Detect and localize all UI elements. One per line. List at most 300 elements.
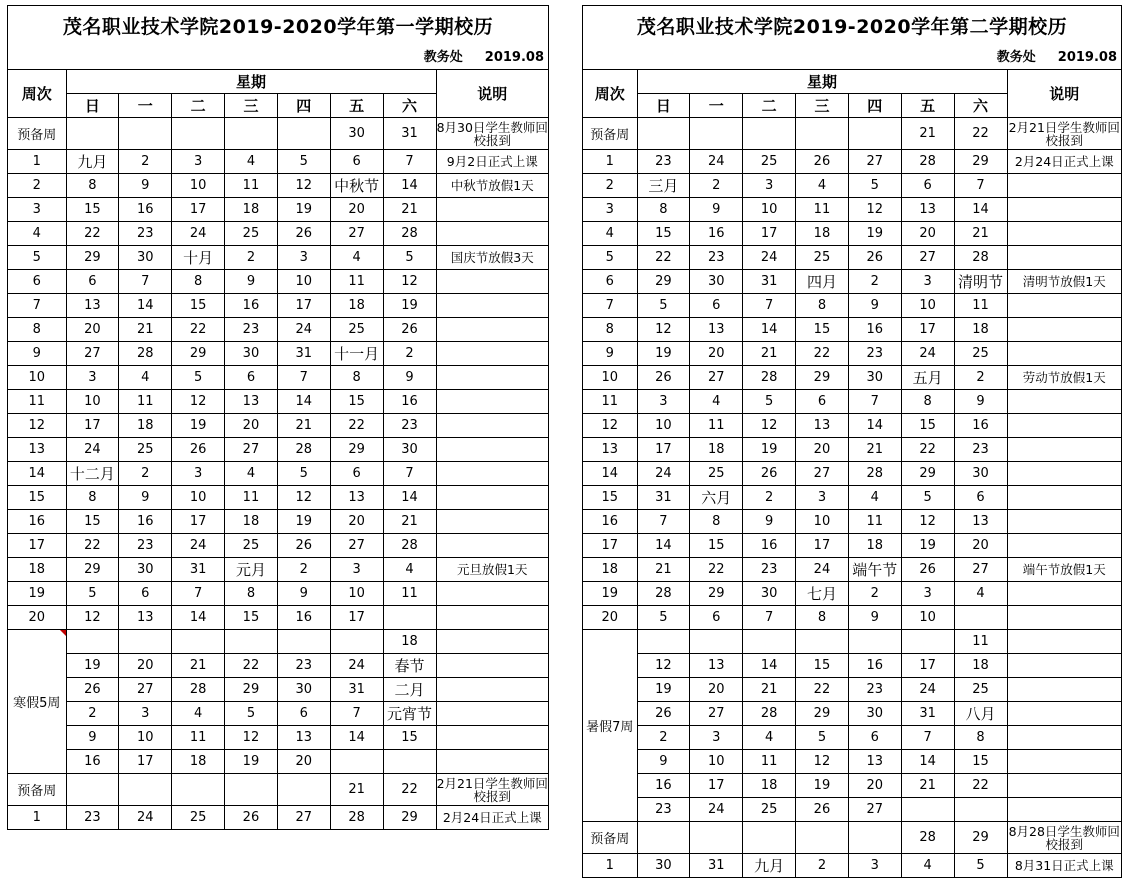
day-cell: 23	[690, 246, 743, 270]
day-cell: 19	[66, 654, 119, 678]
note-cell: 元旦放假1天	[436, 558, 548, 582]
day-cell: 27	[690, 702, 743, 726]
day-cell: 20	[66, 318, 119, 342]
day-cell: 12	[383, 270, 436, 294]
day-cell: 17	[743, 222, 796, 246]
day-cell: 3	[743, 174, 796, 198]
table-row	[583, 294, 1121, 318]
day-cell	[383, 606, 436, 630]
semester2-calendar	[582, 5, 1122, 878]
day-cell: 18	[954, 654, 1007, 678]
note-cell	[436, 606, 548, 630]
week-number: 20	[583, 606, 637, 630]
week-number: 11	[8, 390, 66, 414]
day-cell: 19	[277, 198, 330, 222]
day-cell: 23	[637, 798, 690, 822]
day-cell: 2	[743, 486, 796, 510]
day-cell: 29	[172, 342, 225, 366]
week-number: 15	[8, 486, 66, 510]
note-cell	[1007, 174, 1121, 198]
day-cell: 8	[796, 294, 849, 318]
day-cell: 13	[277, 726, 330, 750]
day-cell: 22	[796, 342, 849, 366]
day-cell: 10	[637, 414, 690, 438]
day-cell: 23	[743, 558, 796, 582]
day-cell: 31	[743, 270, 796, 294]
note-cell: 2月21日学生教师回校报到	[1008, 119, 1120, 148]
table-row	[8, 342, 548, 366]
note-cell	[436, 198, 548, 222]
day-cell: 15	[66, 510, 119, 534]
day-cell: 8	[225, 582, 278, 606]
note-cell	[436, 486, 548, 510]
vacation-row	[8, 750, 548, 774]
day-cell: 28	[743, 702, 796, 726]
day-cell: 6	[330, 462, 383, 486]
note-cell	[436, 270, 548, 294]
day-cell: 21	[743, 342, 796, 366]
day-cell: 7	[743, 294, 796, 318]
weekday-header: 三	[796, 94, 849, 118]
day-cell: 12	[796, 750, 849, 774]
note-cell	[436, 462, 548, 486]
vacation-row	[583, 726, 1121, 750]
week-number: 13	[583, 438, 637, 462]
day-cell	[277, 118, 330, 150]
comment-marker-icon	[60, 630, 66, 636]
day-cell: 26	[848, 246, 901, 270]
table-row	[583, 606, 1121, 630]
day-cell: 3	[172, 150, 225, 174]
day-cell	[637, 630, 690, 654]
note-cell	[1007, 342, 1121, 366]
table-row	[583, 270, 1121, 294]
day-cell: 14	[743, 318, 796, 342]
day-cell: 29	[225, 678, 278, 702]
note-cell	[1007, 486, 1121, 510]
day-cell: 20	[690, 678, 743, 702]
page-title: 茂名职业技术学院2019-2020学年第二学期校历	[636, 16, 1068, 38]
day-cell: 15	[225, 606, 278, 630]
day-cell: 29	[330, 438, 383, 462]
day-cell: 11	[954, 294, 1007, 318]
week-number: 18	[8, 558, 66, 582]
note-cell	[1007, 198, 1121, 222]
day-cell: 4	[743, 726, 796, 750]
week-number: 预备周	[583, 822, 637, 854]
day-cell: 16	[119, 198, 172, 222]
issuer-line	[8, 46, 548, 70]
day-cell: 5	[172, 366, 225, 390]
weekday-header: 四	[277, 94, 330, 118]
day-cell: 27	[66, 342, 119, 366]
day-cell: 18	[796, 222, 849, 246]
table-row	[8, 534, 548, 558]
day-cell: 30	[848, 366, 901, 390]
day-cell	[848, 822, 901, 854]
table-row	[583, 246, 1121, 270]
note-cell: 9月2日正式上课	[436, 150, 548, 174]
note-cell	[1007, 246, 1121, 270]
day-cell: 21	[383, 198, 436, 222]
table-row	[8, 174, 548, 198]
day-cell	[225, 630, 278, 654]
day-cell: 23	[119, 222, 172, 246]
note-cell	[1007, 774, 1121, 798]
day-cell: 3	[848, 854, 901, 878]
day-cell	[119, 630, 172, 654]
table-row	[8, 198, 548, 222]
day-cell: 9	[119, 486, 172, 510]
week-number: 9	[583, 342, 637, 366]
note-cell: 8月28日学生教师回校报到	[1008, 823, 1120, 852]
weekday-header: 六	[383, 94, 436, 118]
table-row	[8, 390, 548, 414]
day-cell: 21	[119, 318, 172, 342]
day-cell: 28	[954, 246, 1007, 270]
day-cell: 21	[901, 774, 954, 798]
day-cell: 17	[901, 654, 954, 678]
table-row	[8, 486, 548, 510]
day-cell: 21	[848, 438, 901, 462]
note-cell: 8月30日学生教师回校报到	[436, 119, 548, 148]
day-cell: 十月	[172, 246, 225, 270]
day-cell: 30	[690, 270, 743, 294]
day-cell: 18	[690, 438, 743, 462]
day-cell: 26	[796, 798, 849, 822]
day-cell: 25	[330, 318, 383, 342]
day-cell: 21	[330, 774, 383, 806]
day-cell: 13	[119, 606, 172, 630]
day-cell: 23	[848, 342, 901, 366]
day-cell: 24	[796, 558, 849, 582]
day-cell: 10	[690, 750, 743, 774]
day-cell: 12	[637, 654, 690, 678]
day-cell: 16	[954, 414, 1007, 438]
note-cell: 2月21日学生教师回校报到	[436, 775, 548, 804]
day-cell: 13	[690, 318, 743, 342]
day-cell: 22	[954, 118, 1007, 150]
day-cell: 11	[383, 582, 436, 606]
day-cell	[225, 118, 278, 150]
table-row	[583, 198, 1121, 222]
day-cell: 3	[119, 702, 172, 726]
day-cell	[383, 750, 436, 774]
day-cell: 29	[66, 246, 119, 270]
day-cell: 25	[954, 678, 1007, 702]
day-cell: 3	[796, 486, 849, 510]
day-cell: 30	[743, 582, 796, 606]
day-cell: 27	[277, 806, 330, 830]
day-cell: 22	[954, 774, 1007, 798]
day-cell: 8	[690, 510, 743, 534]
week-number: 4	[583, 222, 637, 246]
day-cell: 20	[901, 222, 954, 246]
day-cell	[954, 798, 1007, 822]
table-row	[583, 822, 1121, 854]
day-cell: 6	[901, 174, 954, 198]
table-row	[583, 510, 1121, 534]
note-cell	[436, 702, 548, 726]
day-cell: 8	[66, 486, 119, 510]
day-cell	[796, 822, 849, 854]
day-cell: 22	[901, 438, 954, 462]
office-label: 教务处	[423, 50, 463, 65]
day-cell	[796, 630, 849, 654]
calendar-table	[583, 70, 1121, 877]
note-cell	[436, 510, 548, 534]
week-number: 9	[8, 342, 66, 366]
day-cell: 21	[637, 558, 690, 582]
day-cell	[330, 630, 383, 654]
day-cell: 25	[954, 342, 1007, 366]
day-cell: 13	[954, 510, 1007, 534]
day-cell: 26	[172, 438, 225, 462]
vacation-row	[583, 702, 1121, 726]
weekday-header: 三	[225, 94, 278, 118]
day-cell: 28	[901, 822, 954, 854]
day-cell: 5	[848, 174, 901, 198]
day-cell: 26	[277, 534, 330, 558]
day-cell: 4	[225, 150, 278, 174]
day-cell: 27	[901, 246, 954, 270]
day-cell: 28	[277, 438, 330, 462]
day-cell	[848, 118, 901, 150]
day-cell: 14	[330, 726, 383, 750]
day-cell	[66, 630, 119, 654]
day-cell: 18	[330, 294, 383, 318]
weekday-group-header: 星期	[66, 70, 436, 94]
day-cell: 29	[796, 702, 849, 726]
day-cell: 十二月	[66, 462, 119, 486]
week-number: 8	[8, 318, 66, 342]
weekday-header: 二	[743, 94, 796, 118]
day-cell: 9	[383, 366, 436, 390]
day-cell: 2	[119, 462, 172, 486]
day-cell: 29	[901, 462, 954, 486]
vacation-row	[8, 654, 548, 678]
day-cell: 20	[225, 414, 278, 438]
table-row	[8, 118, 548, 150]
day-cell: 12	[637, 318, 690, 342]
day-cell: 31	[383, 118, 436, 150]
day-cell: 26	[225, 806, 278, 830]
day-cell: 30	[330, 118, 383, 150]
day-cell	[277, 774, 330, 806]
calendar-table	[8, 70, 548, 829]
day-cell: 清明节	[954, 270, 1007, 294]
day-cell: 16	[690, 222, 743, 246]
table-row	[8, 246, 548, 270]
day-cell: 28	[119, 342, 172, 366]
table-row	[583, 342, 1121, 366]
day-cell: 13	[66, 294, 119, 318]
day-cell: 元宵节	[383, 702, 436, 726]
day-cell: 5	[66, 582, 119, 606]
day-cell: 6	[330, 150, 383, 174]
day-cell: 二月	[383, 678, 436, 702]
day-cell: 22	[172, 318, 225, 342]
day-cell: 11	[225, 486, 278, 510]
note-cell	[436, 630, 548, 654]
day-cell: 26	[66, 678, 119, 702]
day-cell: 9	[637, 750, 690, 774]
week-number: 10	[8, 366, 66, 390]
day-cell: 16	[277, 606, 330, 630]
day-cell: 25	[743, 798, 796, 822]
day-cell: 22	[690, 558, 743, 582]
day-cell: 21	[954, 222, 1007, 246]
day-cell	[954, 606, 1007, 630]
table-row	[8, 462, 548, 486]
day-cell: 6	[690, 606, 743, 630]
day-cell: 12	[743, 414, 796, 438]
week-number: 5	[583, 246, 637, 270]
day-cell: 三月	[637, 174, 690, 198]
day-cell: 10	[277, 270, 330, 294]
day-cell: 30	[383, 438, 436, 462]
day-cell: 15	[66, 198, 119, 222]
table-row	[8, 774, 548, 806]
day-cell: 12	[172, 390, 225, 414]
vacation-row	[583, 630, 1121, 654]
day-cell: 26	[796, 150, 849, 174]
day-cell: 四月	[796, 270, 849, 294]
day-cell: 17	[637, 438, 690, 462]
day-cell: 27	[119, 678, 172, 702]
day-cell: 11	[225, 174, 278, 198]
day-cell: 18	[119, 414, 172, 438]
day-cell: 19	[225, 750, 278, 774]
day-cell: 23	[277, 654, 330, 678]
table-row	[583, 486, 1121, 510]
table-row	[8, 150, 548, 174]
page-title: 茂名职业技术学院2019-2020学年第一学期校历	[62, 16, 494, 38]
day-cell: 12	[848, 198, 901, 222]
day-cell: 9	[66, 726, 119, 750]
table-row	[583, 462, 1121, 486]
day-cell: 11	[848, 510, 901, 534]
table-row	[583, 414, 1121, 438]
day-cell: 六月	[690, 486, 743, 510]
day-cell: 12	[277, 174, 330, 198]
day-cell	[225, 774, 278, 806]
day-cell: 30	[637, 854, 690, 878]
note-cell	[436, 750, 548, 774]
week-number: 19	[583, 582, 637, 606]
table-row	[8, 438, 548, 462]
day-cell: 11	[330, 270, 383, 294]
day-cell	[119, 118, 172, 150]
week-number: 15	[583, 486, 637, 510]
day-cell: 22	[66, 534, 119, 558]
day-cell: 5	[796, 726, 849, 750]
day-cell: 17	[172, 198, 225, 222]
day-cell: 25	[796, 246, 849, 270]
note-cell	[1007, 654, 1121, 678]
weekday-header: 一	[119, 94, 172, 118]
day-cell: 19	[796, 774, 849, 798]
day-cell: 4	[225, 462, 278, 486]
day-cell: 16	[66, 750, 119, 774]
day-cell: 九月	[66, 150, 119, 174]
day-cell: 30	[277, 678, 330, 702]
day-cell: 4	[119, 366, 172, 390]
day-cell: 18	[172, 750, 225, 774]
day-cell: 2	[848, 582, 901, 606]
day-cell: 31	[277, 342, 330, 366]
day-cell: 29	[690, 582, 743, 606]
day-cell: 春节	[383, 654, 436, 678]
day-cell: 16	[383, 390, 436, 414]
day-cell: 24	[637, 462, 690, 486]
day-cell: 18	[848, 534, 901, 558]
week-number: 1	[8, 806, 66, 830]
day-cell	[743, 630, 796, 654]
day-cell: 14	[172, 606, 225, 630]
note-cell	[1007, 534, 1121, 558]
day-cell: 2	[848, 270, 901, 294]
day-cell: 10	[119, 726, 172, 750]
note-cell	[1007, 606, 1121, 630]
table-row	[8, 366, 548, 390]
day-cell: 16	[119, 510, 172, 534]
day-cell: 13	[330, 486, 383, 510]
day-cell: 9	[848, 294, 901, 318]
week-number: 预备周	[8, 118, 66, 150]
day-cell: 24	[172, 222, 225, 246]
day-cell: 13	[225, 390, 278, 414]
day-cell: 21	[172, 654, 225, 678]
day-cell: 14	[383, 174, 436, 198]
day-cell: 8	[66, 174, 119, 198]
vacation-row	[8, 630, 548, 654]
day-cell: 4	[383, 558, 436, 582]
day-cell: 10	[901, 606, 954, 630]
day-cell: 23	[848, 678, 901, 702]
table-row	[8, 558, 548, 582]
day-cell: 9	[848, 606, 901, 630]
day-cell: 24	[172, 534, 225, 558]
table-row	[8, 318, 548, 342]
note-cell	[436, 294, 548, 318]
note-cell: 劳动节放假1天	[1007, 366, 1121, 390]
day-cell: 6	[848, 726, 901, 750]
day-cell	[119, 774, 172, 806]
vacation-row	[583, 654, 1121, 678]
day-cell: 12	[277, 486, 330, 510]
note-cell	[436, 414, 548, 438]
day-cell: 23	[954, 438, 1007, 462]
day-cell: 11	[954, 630, 1007, 654]
day-cell: 23	[66, 806, 119, 830]
day-cell: 中秋节	[330, 174, 383, 198]
day-cell: 18	[225, 510, 278, 534]
day-cell: 端午节	[848, 558, 901, 582]
note-cell	[436, 366, 548, 390]
day-cell: 16	[637, 774, 690, 798]
day-cell: 23	[383, 414, 436, 438]
vacation-label: 寒假5周	[8, 630, 66, 774]
weekday-header: 二	[172, 94, 225, 118]
day-cell: 12	[225, 726, 278, 750]
vacation-row	[583, 798, 1121, 822]
week-number: 16	[583, 510, 637, 534]
weekday-header: 五	[330, 94, 383, 118]
week-number: 预备周	[583, 118, 637, 150]
day-cell: 24	[690, 798, 743, 822]
day-cell: 21	[383, 510, 436, 534]
